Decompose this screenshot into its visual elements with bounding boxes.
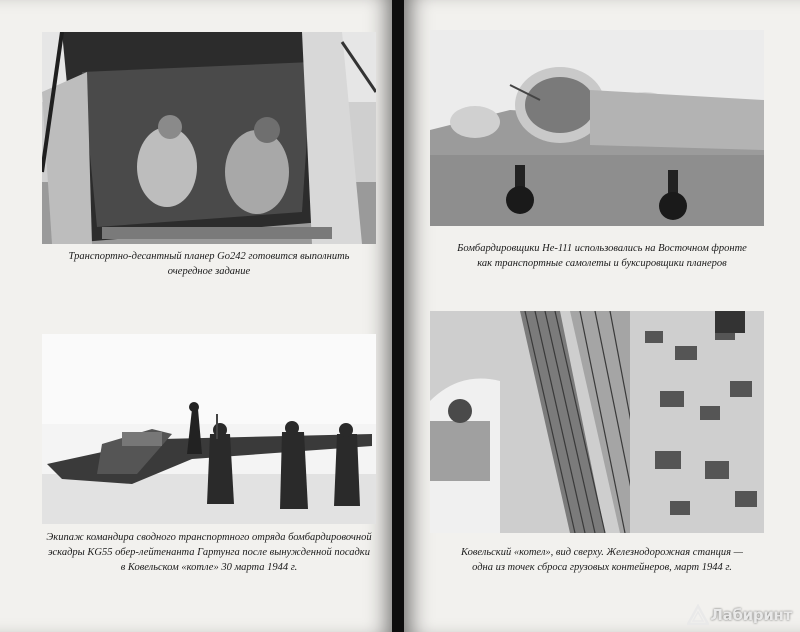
right-page <box>404 0 800 632</box>
glider-caption <box>30 249 388 279</box>
he111-caption <box>414 241 790 271</box>
watermark-text: Лабиринт <box>710 606 792 624</box>
glider-interior-photo <box>42 32 376 244</box>
crashed-bomber-caption <box>20 530 398 575</box>
caption-line: Транспортно-десантный планер Go242 готовится выполнить <box>68 251 350 262</box>
caption-line: Бомбардировщики He-111 использовались на Восточном фронте <box>457 243 747 254</box>
he111-bomber-photo <box>430 30 764 226</box>
crashed-bomber-photo <box>42 334 376 524</box>
caption-line: Ковельский «котел», вид сверху. Железнодорожная станция — <box>461 547 743 558</box>
caption-line: эскадры KG55 обер-лейтенанта Гартунга после вынужденной посадки <box>48 547 370 558</box>
labyrinth-logo-icon <box>687 604 709 626</box>
caption-line: в Ковельском «котле» 30 марта 1944 г. <box>120 562 298 573</box>
aerial-station-caption <box>414 545 790 575</box>
caption-line: Экипаж командира сводного транспортного отряда бомбардировочной <box>46 532 372 543</box>
aerial-station-photo <box>430 311 764 533</box>
labyrinth-watermark <box>687 604 792 626</box>
left-page <box>0 0 394 632</box>
caption-line: одна из точек сброса грузовых контейнеров, март 1944 г. <box>472 562 732 573</box>
caption-line: очередное задание <box>167 266 251 277</box>
caption-line: как транспортные самолеты и буксировщики планеров <box>477 258 727 269</box>
